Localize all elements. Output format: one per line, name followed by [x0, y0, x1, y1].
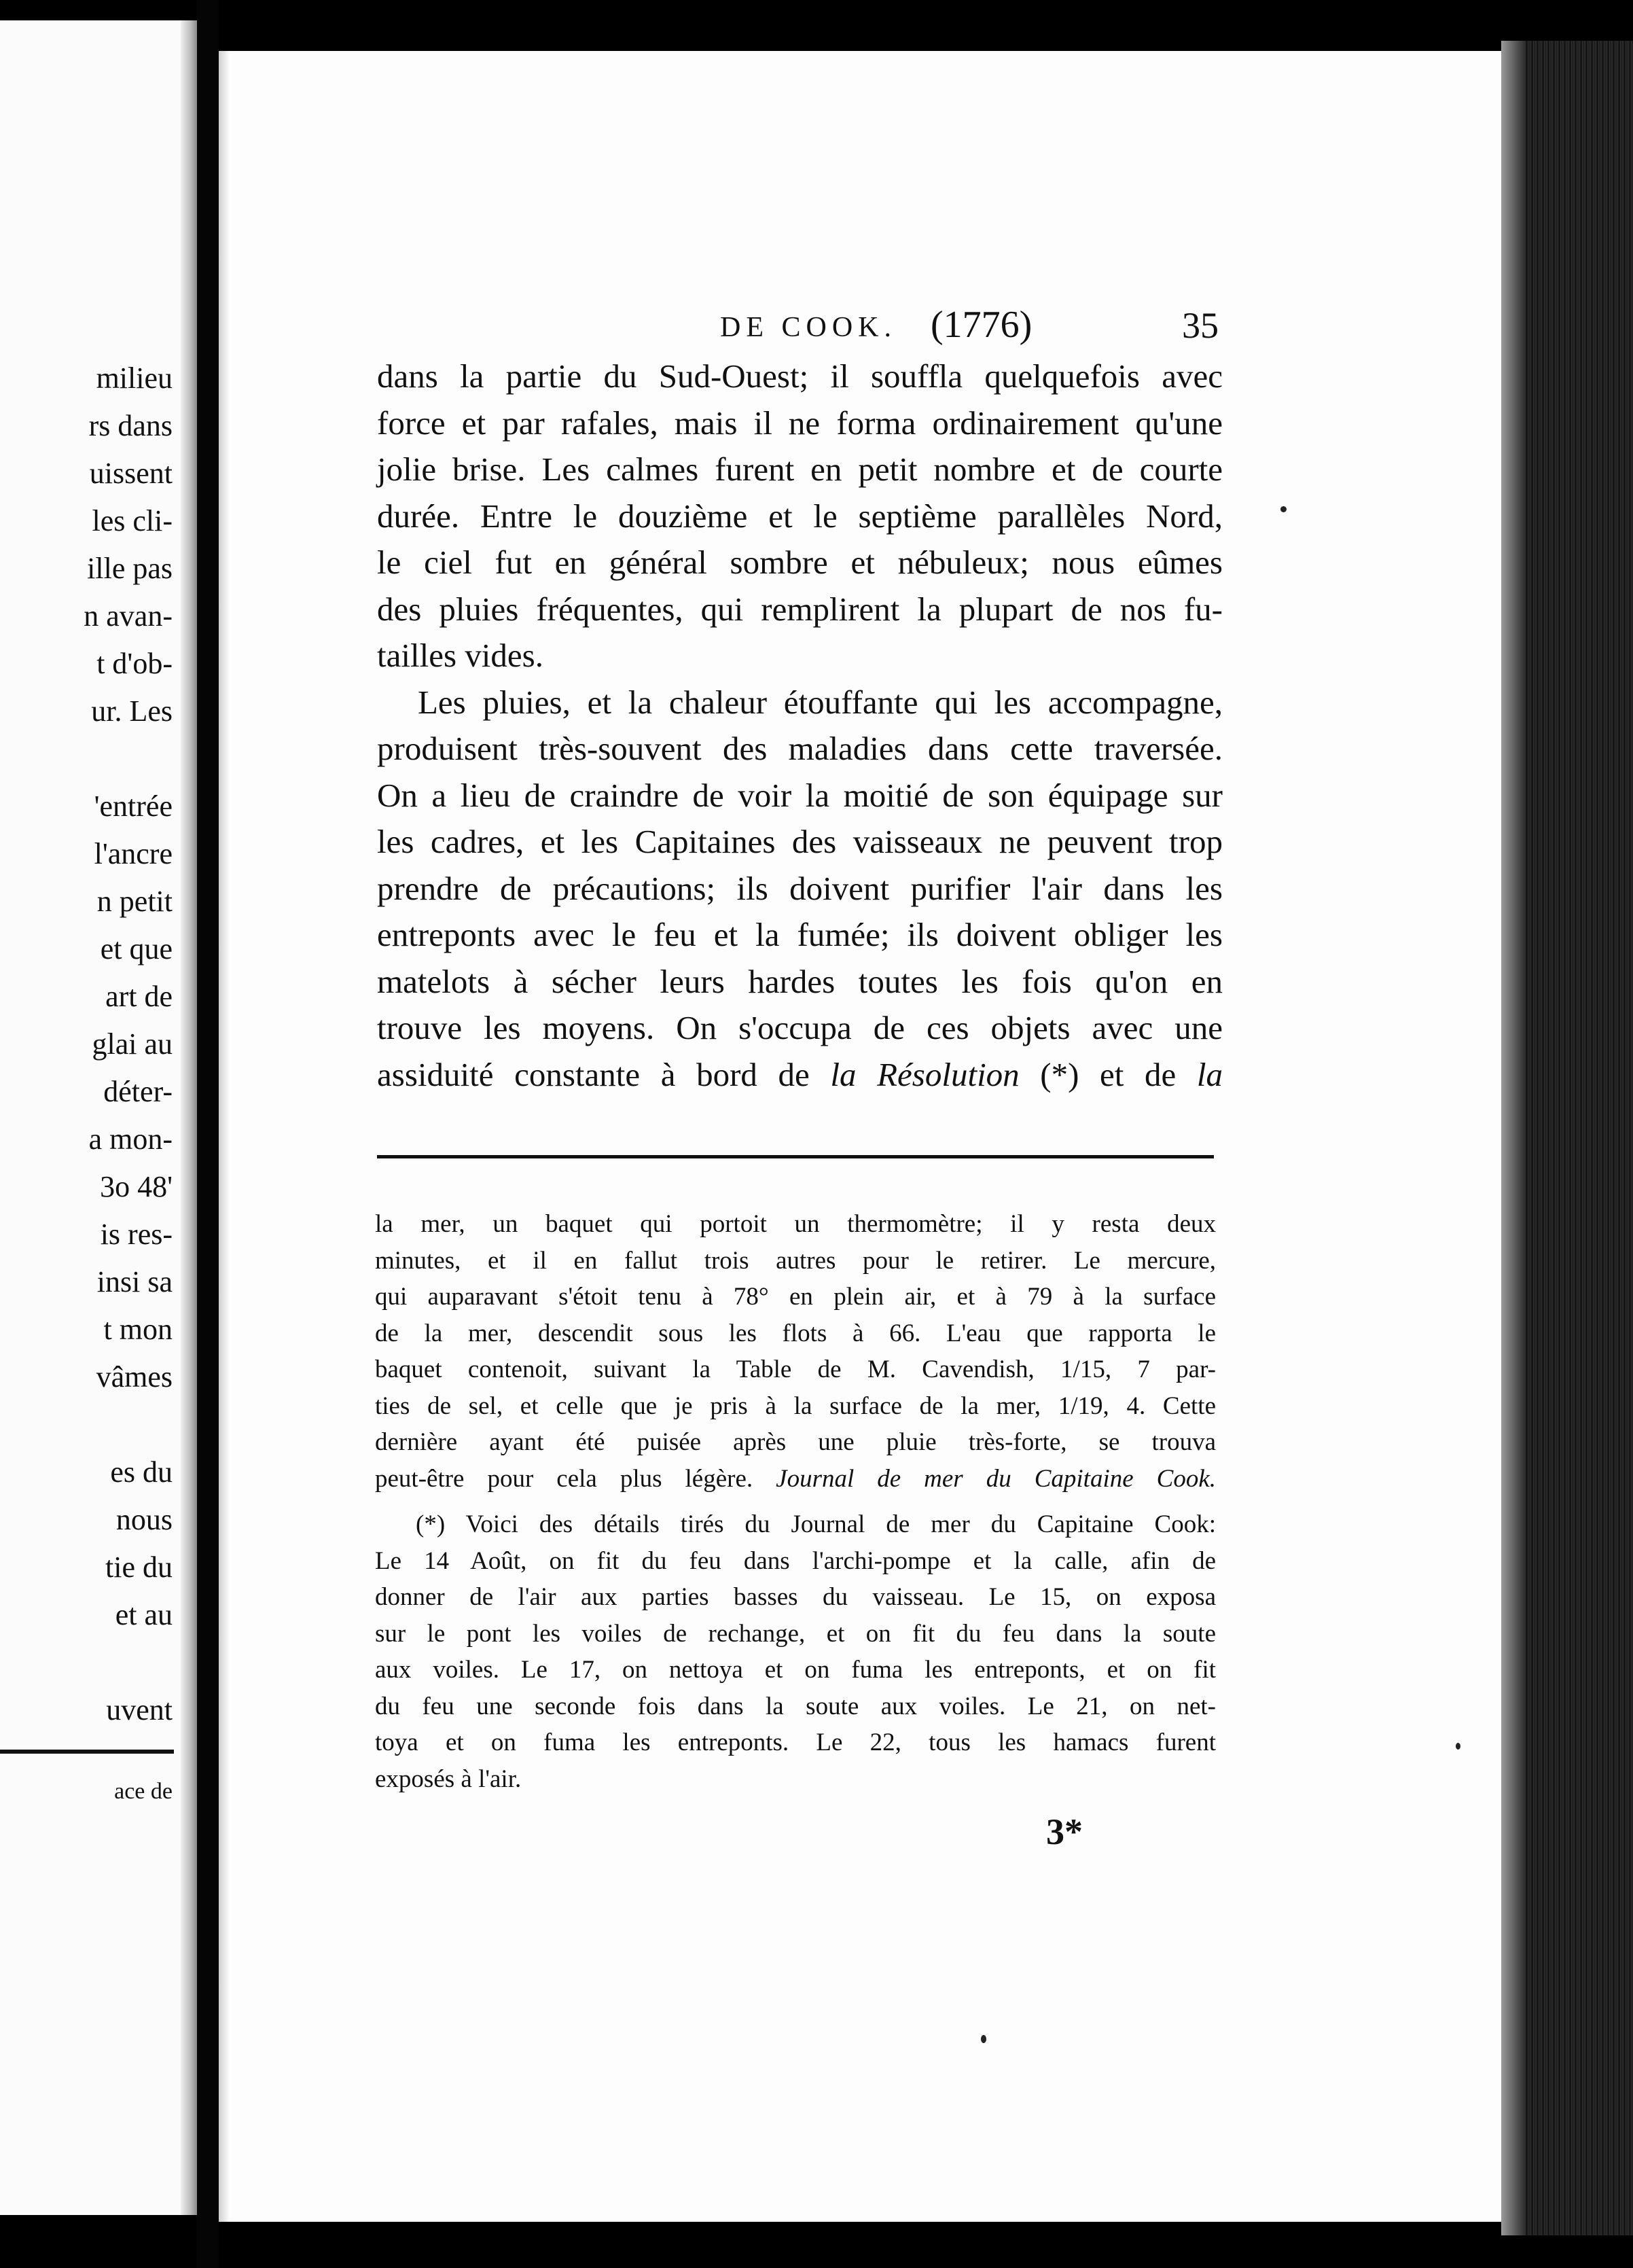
left-page-line: les cli- — [92, 504, 173, 537]
left-page-line: vâmes — [96, 1360, 173, 1394]
left-page-line: ur. Les — [91, 694, 173, 728]
text-line-final: assiduité constante à bord de la Résolution (*) et de la — [377, 1055, 1223, 1093]
left-page-line: is res- — [100, 1218, 173, 1251]
left-page-line: 3o 48' — [100, 1170, 173, 1203]
text-line: tailles vides. — [377, 637, 543, 674]
footnote-line: minutes, et il en fallut trois autres pour le retirer. Le mercure, — [375, 1246, 1216, 1275]
ink-speck — [981, 2035, 986, 2043]
running-head-year: (1776) — [931, 304, 1033, 346]
left-page-line: t d'ob- — [96, 647, 173, 680]
left-page-line: et au — [115, 1598, 173, 1631]
left-page-line: a mon- — [88, 1122, 173, 1156]
text-line: trouve les moyens. On s'occupa de ces objets avec une — [377, 1009, 1223, 1046]
text-line: produisent très-souvent des maladies dans cette traversée. — [377, 730, 1223, 767]
page-edge-shadow — [219, 51, 230, 2222]
left-page-line: insi sa — [96, 1265, 173, 1298]
left-page-line: ille pas — [87, 552, 173, 585]
running-head — [720, 304, 1219, 346]
ink-speck — [1456, 1743, 1460, 1750]
left-page-note-line: ace de — [114, 1779, 173, 1804]
footnote-line: dernière ayant été puisée après une pluie très-forte, se trouva — [375, 1428, 1216, 1456]
left-page-line: milieu — [96, 361, 173, 395]
left-page-line: n petit — [96, 885, 173, 918]
footnote-line: toya et on fuma les entreponts. Le 22, tous les hamacs furent — [375, 1729, 1216, 1756]
book-spine-gap — [197, 0, 219, 2268]
footnote-line: la mer, un baquet qui portoit un thermomètre; il y resta deux — [375, 1210, 1216, 1238]
left-page-line: tie du — [105, 1551, 173, 1584]
footnote-line: (*) Voici des détails tirés du Journal de mer du Capitaine Cook: — [416, 1510, 1216, 1538]
page-number: 35 — [1182, 305, 1219, 346]
ink-speck — [1280, 506, 1287, 512]
left-page-line: es du — [110, 1455, 173, 1489]
left-page-line: uissent — [89, 457, 173, 490]
footnote-line: ties de sel, et celle que je pris à la surface de la mer, 1/19, 4. Cette — [375, 1392, 1216, 1420]
left-page-line: uvent — [106, 1693, 173, 1726]
footnote-line: qui auparavant s'étoit tenu à 78° en plein air, et à 79 à la surface — [375, 1283, 1216, 1311]
text-line: jolie brise. Les calmes furent en petit nombre et de courte — [377, 450, 1223, 488]
text-line: dans la partie du Sud-Ouest; il souffla quelquefois avec — [377, 357, 1223, 395]
left-page-line: déter- — [103, 1075, 173, 1108]
running-head-title: DE COOK. — [720, 312, 897, 343]
left-page-line: nous — [115, 1503, 173, 1536]
footnote-line: donner de l'air aux parties basses du vaisseau. Le 15, on exposa — [375, 1583, 1216, 1611]
text-line: prendre de précautions; ils doivent purifier l'air dans les — [377, 869, 1223, 907]
footnote-line: sur le pont les voiles de rechange, et on fit du feu dans la soute — [375, 1619, 1216, 1648]
text-line: matelots à sécher leurs hardes toutes les fois qu'on en — [377, 962, 1223, 1000]
main-text — [377, 353, 1223, 1098]
text-line: force et par rafales, mais il ne forma ordinairement qu'une — [377, 404, 1223, 442]
footnote-line: exposés à l'air. — [375, 1765, 522, 1793]
left-page-line: rs dans — [88, 409, 173, 442]
footnote-line: Le 14 Août, on fit du feu dans l'archi-pompe et la calle, afin de — [375, 1546, 1216, 1575]
text-line: des pluies fréquentes, qui remplirent la plupart de nos fu- — [377, 590, 1223, 628]
left-page-line: l'ancre — [94, 837, 173, 870]
text-line: On a lieu de craindre de voir la moitié de son équipage sur — [377, 776, 1223, 814]
left-page-line: et que — [100, 932, 173, 965]
footnotes — [375, 1206, 1216, 1797]
left-page-footnote-rule — [0, 1750, 174, 1754]
text-line: le ciel fut en général sombre et nébuleux; nous eûmes — [377, 544, 1223, 581]
footnote-line: de la mer, descendit sous les flots à 66. L'eau que rapporta le — [375, 1319, 1216, 1347]
text-line: les cadres, et les Capitaines des vaisseaux ne peuvent trop — [377, 823, 1223, 860]
footnote-line: baquet contenoit, suivant la Table de M. Cavendish, 1/15, 7 par- — [375, 1356, 1216, 1383]
footnote-rule — [377, 1155, 1214, 1158]
footnote-line: du feu une seconde fois dans la soute aux voiles. Le 21, on net- — [375, 1692, 1216, 1720]
text-line: entreponts avec le feu et la fumée; ils doivent obliger les — [377, 916, 1223, 953]
signature-mark: 3* — [1046, 1811, 1083, 1852]
left-page-line: n avan- — [84, 599, 173, 633]
page-block-edges — [1501, 41, 1633, 2235]
footnote-line: aux voiles. Le 17, on nettoya et on fuma les entreponts, et on fit — [375, 1656, 1216, 1684]
left-page-line: glai au — [92, 1027, 173, 1061]
left-page-line: 'entrée — [94, 790, 173, 823]
text-line: Les pluies, et la chaleur étouffante qui les accompagne, — [418, 683, 1223, 721]
left-page-line: t mon — [103, 1313, 173, 1346]
previous-page-fragment — [0, 20, 197, 2215]
footnote-line: peut-être pour cela plus légère. Journal de mer du Capitaine Cook. — [375, 1464, 1216, 1493]
text-line: durée. Entre le douzième et le septième parallèles Nord, — [377, 497, 1223, 535]
left-page-gutter — [181, 20, 197, 2215]
left-page-line: art de — [105, 980, 173, 1013]
